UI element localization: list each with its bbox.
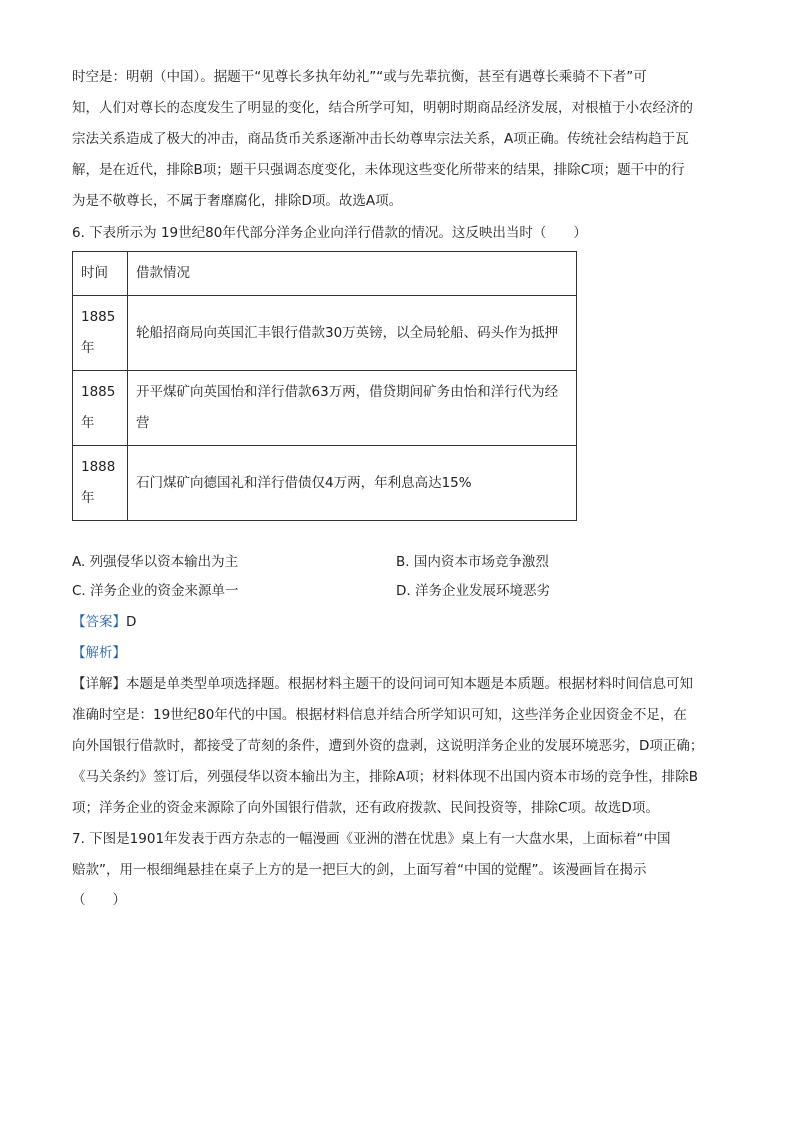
detail-analysis: [72, 669, 724, 824]
question-6-stem: 6. 下表所示为 19世纪80年代部分洋务企业向洋行借款的情况。这反映出当时（ ）: [72, 225, 587, 241]
analysis-heading: [72, 638, 724, 669]
option-d[interactable]: D. 洋务企业发展环境恶劣: [396, 583, 550, 599]
question-7: [72, 824, 724, 914]
paragraph-line: 《马关条约》签订后，列强侵华以资本输出为主，排除A项；材料体现不出国内资本市场的竞争性，排除B: [72, 769, 698, 785]
answer-tag: 【答案】: [72, 614, 126, 630]
table-row: [73, 446, 577, 521]
table-cell-loan: 轮船招商局向英国汇丰银行借款30万英镑，以全局轮船、码头作为抵押: [128, 296, 577, 371]
answer-line: [72, 607, 724, 638]
year-number: 1885: [81, 384, 116, 400]
paragraph-line: 宗法关系造成了极大的冲击，商品货币关系逐渐冲击长幼尊卑宗法关系，A项正确。传统社会结构趋于瓦: [72, 131, 689, 147]
table-cell-loan: 石门煤矿向德国礼和洋行借债仅4万两，年利息高达15%: [128, 446, 577, 521]
paragraph-line: 项；洋务企业的资金来源除了向外国银行借款，还有政府拨款、民间投资等，排除C项。故选D项。: [72, 800, 659, 816]
table-cell-loan: 开平煤矿向英国怡和洋行借款63万两，借贷期间矿务由怡和洋行代为经营: [128, 371, 577, 446]
detail-tag: 【详解】: [72, 676, 126, 692]
loan-table: [72, 251, 577, 521]
answer-blank: （ ）: [72, 892, 126, 908]
question-7-stem-line: 赔款”，用一根细绳悬挂在桌子上方的是一把巨大的剑，上面写着“中国的觉醒”。该漫画旨在揭示: [72, 862, 647, 878]
table-header-loan: 借款情况: [128, 252, 577, 296]
question-6-options: [72, 551, 724, 603]
document-page: [72, 62, 724, 914]
table-cell-year: [73, 296, 128, 371]
year-unit: 年: [81, 415, 95, 431]
option-b[interactable]: B. 国内资本市场竞争激烈: [396, 554, 549, 570]
paragraph-line: 知，人们对尊长的态度发生了明显的变化，结合所学可知，明朝时期商品经济发展，对根植于小农经济的: [72, 100, 693, 116]
table-header-row: [73, 252, 577, 296]
paragraph-line: 时空是：明朝（中国）。据题干“见尊长多执年幼礼”“或与先辈抗衡，甚至有遇尊长乘骑不下者”可: [72, 69, 647, 85]
detail-text: 本题是单类型单项选择题。根据材料主题干的设问词可知本题是本质题。根据材料时间信息可知: [126, 676, 693, 692]
year-number: 1888: [81, 459, 116, 475]
year-number: 1885: [81, 309, 116, 325]
paragraph-line: 向外国银行借款时，都接受了苛刻的条件，遭到外资的盘剥，这说明洋务企业的发展环境恶劣，D项正确；: [72, 738, 704, 754]
table-cell-year: [73, 371, 128, 446]
table-cell-year: [73, 446, 128, 521]
previous-analysis: [72, 62, 724, 217]
year-unit: 年: [81, 340, 95, 356]
analysis-tag: 【解析】: [72, 645, 126, 661]
answer-value: D: [126, 614, 137, 630]
paragraph-line: 为是不敬尊长，不属于奢靡腐化，排除D项。故选A项。: [72, 193, 403, 209]
option-a[interactable]: A. 列强侵华以资本输出为主: [72, 554, 239, 570]
option-c[interactable]: C. 洋务企业的资金来源单一: [72, 583, 239, 599]
paragraph-line: [72, 669, 724, 700]
year-unit: 年: [81, 490, 95, 506]
question-7-stem-line: 7. 下图是1901年发表于西方杂志的一幅漫画《亚洲的潜在忧患》桌上有一大盘水果，上面标着“中国: [72, 831, 671, 847]
table-row: [73, 371, 577, 446]
paragraph-line: 解，是在近代，排除B项；题干只强调态度变化，未体现这些变化所带来的结果，排除C项；题干中的行: [72, 162, 685, 178]
paragraph-line: 准确时空是：19世纪80年代的中国。根据材料信息并结合所学知识可知，这些洋务企业因资金不足，在: [72, 707, 687, 723]
table-header-time: 时间: [73, 252, 128, 296]
table-row: [73, 296, 577, 371]
